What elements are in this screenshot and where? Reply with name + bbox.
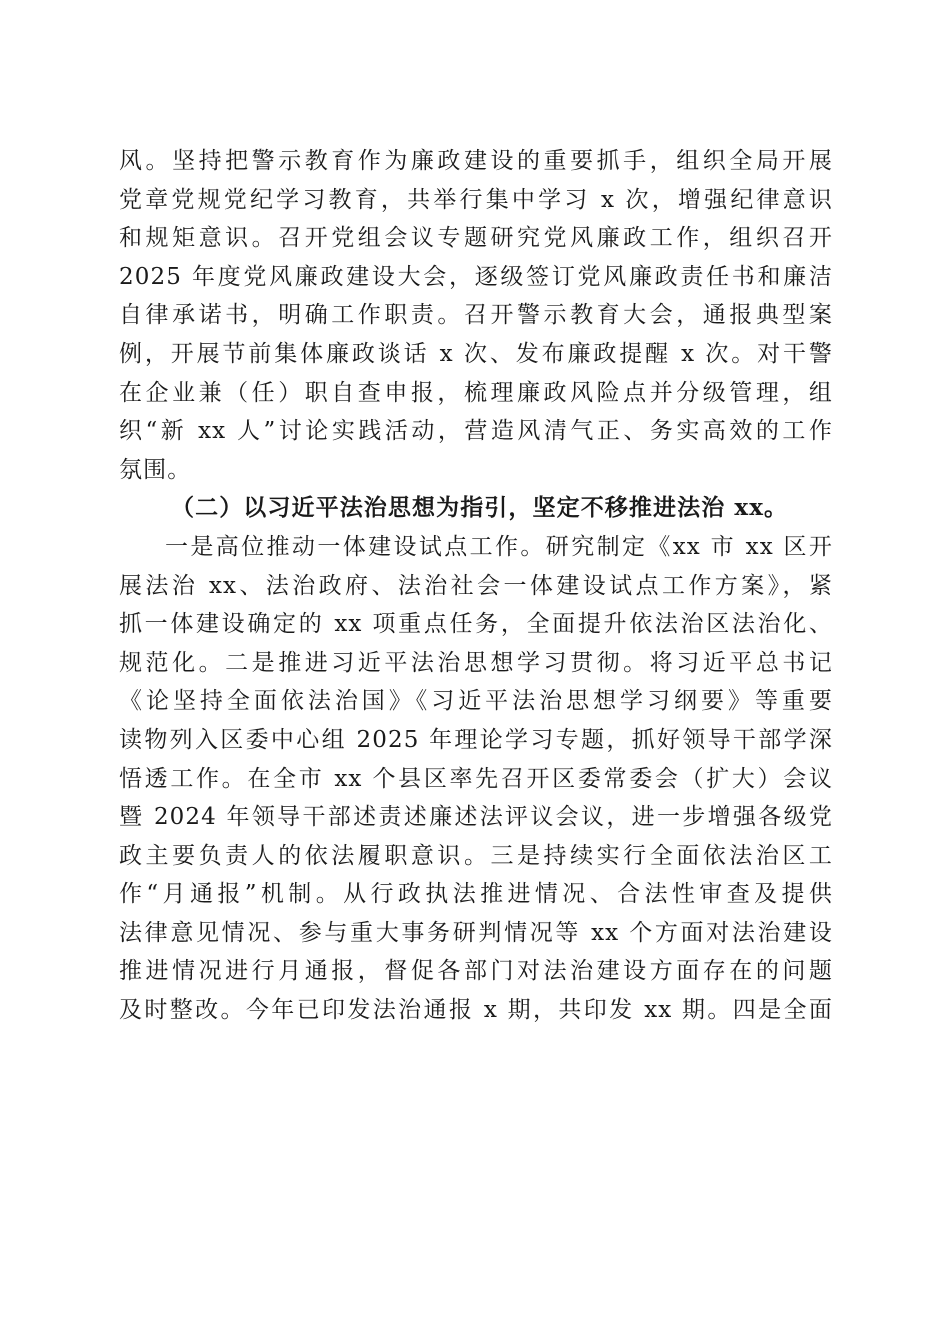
text-line: 悟透工作。在全市 xx 个县区率先召开区委常委会（扩大）会议 [119, 765, 833, 792]
text-line: 法律意见情况、参与重大事务研判情况等 xx 个方面对法治建设 [119, 919, 833, 946]
text-line: 及时整改。今年已印发法治通报 x 期，共印发 xx 期。四是全面 [119, 997, 833, 1024]
text-line: 规范化。二是推进习近平法治思想学习贯彻。将习近平总书记 [119, 649, 833, 676]
text-line: 推进情况进行月通报，督促各部门对法治建设方面存在的问题 [119, 958, 833, 985]
text-line: 自律承诺书，明确工作职责。召开警示教育大会，通报典型案 [119, 302, 833, 329]
text-line: 一是高位推动一体建设试点工作。研究制定《xx 市 xx 区开 [165, 533, 833, 560]
text-line: 暨 2024 年领导干部述责述廉述法评议会议，进一步增强各级党 [119, 804, 833, 831]
text-line: 《论坚持全面依法治国》《习近平法治思想学习纲要》等重要 [119, 688, 833, 715]
document-body [119, 142, 833, 1030]
paragraph-rule-of-law [119, 528, 833, 1030]
text-line: 政主要负责人的依法履职意识。三是持续实行全面依法治区工 [119, 842, 833, 869]
text-line: 氛围。 [119, 456, 192, 483]
section-heading: （二）以习近平法治思想为指引，坚定不移推进法治 xx。 [171, 494, 789, 522]
text-line: 展法治 xx、法治政府、法治社会一体建设试点工作方案》，紧 [119, 572, 833, 599]
text-line: 读物列入区委中心组 2025 年理论学习专题，抓好领导干部学深 [119, 726, 833, 753]
text-line: 风。坚持把警示教育作为廉政建设的重要抓手，组织全局开展 [119, 148, 833, 174]
text-line: 作“月通报”机制。从行政执法推进情况、合法性审查及提供 [119, 881, 833, 908]
text-line: 和规矩意识。召开党组会议专题研究党风廉政工作，组织召开 [119, 225, 833, 252]
text-line: 在企业兼（任）职自查申报，梳理廉政风险点并分级管理，组 [119, 379, 833, 406]
text-line: 例，开展节前集体廉政谈话 x 次、发布廉政提醒 x 次。对干警 [119, 340, 833, 367]
text-line: 2025 年度党风廉政建设大会，逐级签订党风廉政责任书和廉洁 [119, 263, 833, 290]
text-line: 抓一体建设确定的 xx 项重点任务，全面提升依法治区法治化、 [119, 611, 833, 638]
paragraph-discipline [119, 142, 833, 489]
text-line: 党章党规党纪学习教育，共举行集中学习 x 次，增强纪律意识 [119, 186, 833, 213]
text-line: 织“新 xx 人”讨论实践活动，营造风清气正、务实高效的工作 [119, 418, 833, 445]
